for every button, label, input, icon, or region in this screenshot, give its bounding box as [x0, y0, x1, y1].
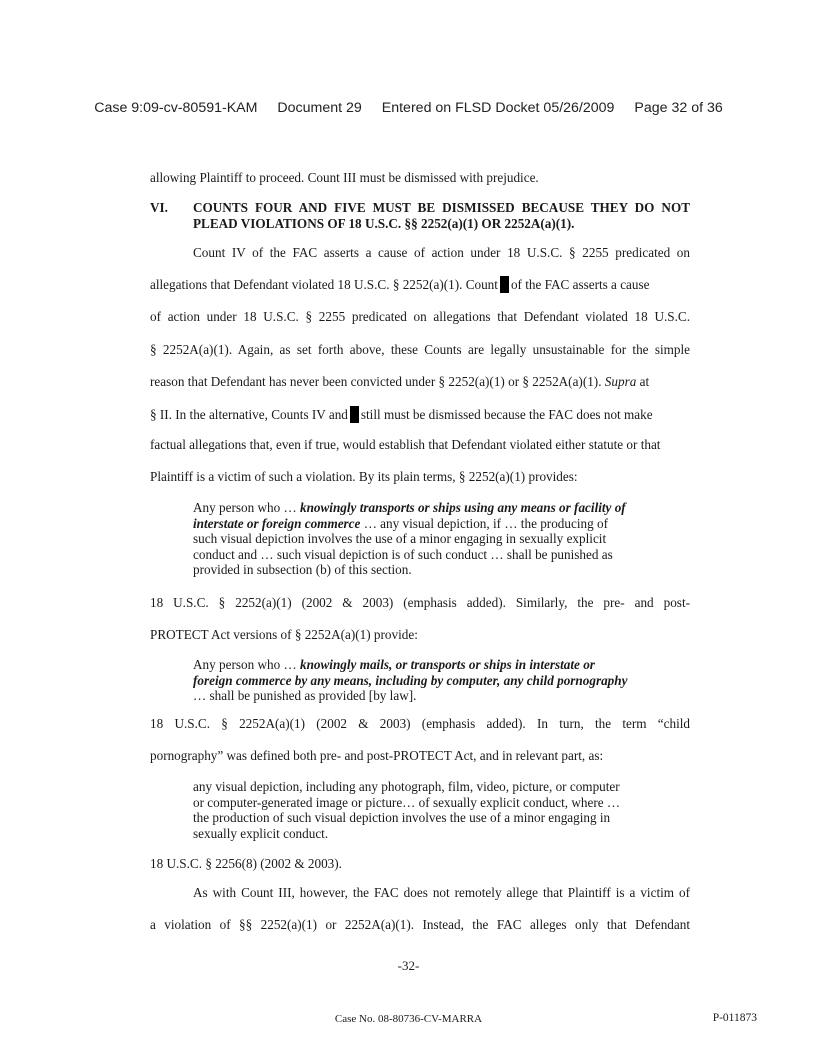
bates-number: P-011873: [712, 1012, 757, 1024]
paragraph-line: Plaintiff is a victim of such a violation. By its plain terms, § 2252(a)(1) provides:: [150, 469, 578, 484]
continuation-line: allowing Plaintiff to proceed. Count III must be dismissed with prejudice.: [150, 170, 539, 185]
block-quote: Any person who … knowingly transports or ships using any means or facility of interstate or foreign commerce … any visual depiction, if … the producing of such visual depiction involves the use of a minor engaging in sexually explicit conduct and … such visual depiction is of such conduct … shall be punished as provided in subsection (b) of this section.: [193, 500, 626, 577]
citation-line: 18 U.S.C. § 2256(8) (2002 & 2003).: [150, 856, 342, 871]
paragraph-line: allegations that Defendant violated 18 U.S.C. § 2252(a)(1). Count of the FAC asserts a cause: [150, 277, 650, 292]
header-document: Document 29: [277, 100, 362, 116]
citation-line: 18 U.S.C. § 2252(a)(1) (2002 & 2003) (emphasis added). Similarly, the pre- and post-: [150, 595, 690, 610]
redaction-block: [350, 406, 359, 423]
header-page: Page 32 of 36: [634, 100, 723, 116]
paragraph-line: factual allegations that, even if true, would establish that Defendant violated either statute or that: [150, 437, 661, 452]
paragraph-line: § II. In the alternative, Counts IV and still must be dismissed because the FAC does not make: [150, 407, 653, 422]
docket-header: [0, 100, 817, 116]
paragraph-line: a violation of §§ 2252(a)(1) or 2252A(a)(1). Instead, the FAC alleges only that Defendant: [150, 917, 690, 932]
paragraph-line: PROTECT Act versions of § 2252A(a)(1) provide:: [150, 627, 418, 642]
header-case: Case 9:09-cv-80591-KAM: [94, 100, 258, 116]
header-entered: Entered on FLSD Docket 05/26/2009: [381, 100, 615, 116]
heading-line: COUNTS FOUR AND FIVE MUST BE DISMISSED BECAUSE THEY DO NOT: [193, 200, 690, 215]
paragraph-line: of action under 18 U.S.C. § 2255 predicated on allegations that Defendant violated 18 U.S.C.: [150, 309, 690, 324]
citation-line: 18 U.S.C. § 2252A(a)(1) (2002 & 2003) (emphasis added). In turn, the term “child: [150, 716, 690, 731]
page-number: -32-: [397, 958, 420, 973]
heading-line: PLEAD VIOLATIONS OF 18 U.S.C. §§ 2252(a)(1) OR 2252A(a)(1).: [193, 216, 575, 231]
heading-text: [193, 200, 690, 232]
block-quote: Any person who … knowingly mails, or transports or ships in interstate or foreign commerce by any means, including by computer, any child pornography … shall be punished as provided [by law].: [193, 657, 628, 703]
footer-case-number: Case No. 08-80736-CV-MARRA: [334, 1013, 483, 1025]
paragraph-line: § 2252A(a)(1). Again, as set forth above, these Counts are legally unsustainable for the simple: [150, 342, 690, 357]
redaction-block: [500, 276, 509, 293]
paragraph-line: pornography” was defined both pre- and post-PROTECT Act, and in relevant part, as:: [150, 748, 604, 763]
paragraph-line: As with Count III, however, the FAC does not remotely allege that Plaintiff is a victim of: [193, 885, 690, 900]
paragraph-line: reason that Defendant has never been convicted under § 2252(a)(1) or § 2252A(a)(1). Supra at: [150, 374, 650, 389]
block-quote: any visual depiction, including any photograph, film, video, picture, or computer or computer-generated image or picture… of sexually explicit conduct, where … the production of such visual depiction involves the use of a minor engaging in sexually explicit conduct.: [193, 779, 621, 841]
paragraph-line: Count IV of the FAC asserts a cause of action under 18 U.S.C. § 2255 predicated on: [193, 245, 690, 260]
heading-number: VI.: [150, 200, 168, 215]
